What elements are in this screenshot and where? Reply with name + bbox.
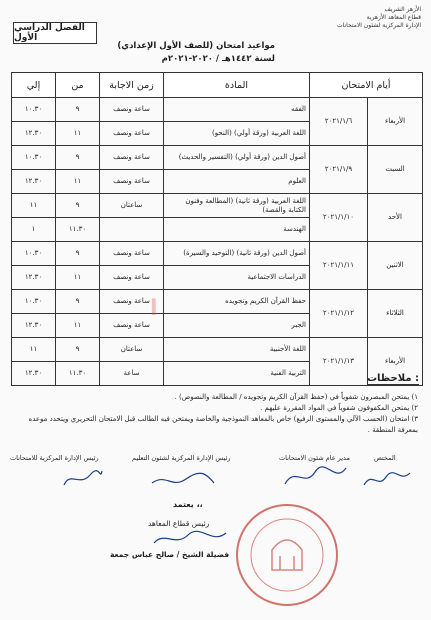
from-cell: ٩ xyxy=(56,194,100,218)
duration-cell: ساعة ونصف xyxy=(100,98,164,122)
table-row xyxy=(12,98,423,122)
duration-cell: ساعة ونصف xyxy=(100,146,164,170)
title-line: لسنة ١٤٤٢هـ / ٢٠٢٠-٢٠٢١م xyxy=(161,54,275,64)
date-cell: ٢٠٢١/١/١٣ xyxy=(310,338,368,386)
title-line: مواعيد امتحان (للصف الأول الإعدادي) xyxy=(117,41,275,51)
duration-cell: ساعة xyxy=(100,362,164,386)
signature-title: المختص xyxy=(374,454,396,462)
signature-title: مدير عام شئون الامتحانات xyxy=(279,454,350,462)
duration-cell: ساعتان xyxy=(100,338,164,362)
term-label: الفصل الدراسي الأول xyxy=(13,22,97,44)
org-header xyxy=(286,6,421,30)
header-from: من xyxy=(56,73,100,98)
from-cell: ٩ xyxy=(56,242,100,266)
subject-cell: العلوم xyxy=(164,170,310,194)
note-item: ١) يمتحن المبصرون شفوياً في (حفظ القرآن الكريم وتجويده / المطالعة والنصوص) . xyxy=(174,393,418,401)
subject-cell: التربية الفنية xyxy=(164,362,310,386)
signature-title: رئيس الإدارة المركزية لشئون التعليم xyxy=(132,454,231,462)
duration-cell: ساعة ونصف xyxy=(100,242,164,266)
org-line: قطاع المعاهد الأزهرية xyxy=(366,14,421,21)
subject-cell: الدراسات الاجتماعية xyxy=(164,266,310,290)
to-cell: ١١ xyxy=(12,194,56,218)
to-cell: ١ xyxy=(12,218,56,242)
to-cell: ١٢.٣٠ xyxy=(12,266,56,290)
handwritten-signature-icon xyxy=(150,527,230,549)
day-cell: الأحد xyxy=(368,194,423,242)
handwritten-signature-icon xyxy=(60,465,105,493)
to-cell: ١٢.٣٠ xyxy=(12,170,56,194)
subject-cell: الهندسة xyxy=(164,218,310,242)
to-cell: ١١ xyxy=(12,338,56,362)
from-cell: ١١ xyxy=(56,314,100,338)
duration-cell: ساعة ونصف xyxy=(100,290,164,314)
notes-title: ملاحظات : xyxy=(366,373,419,384)
duration-cell: ساعة ونصف xyxy=(100,314,164,338)
subject-cell: أصول الدين (ورقة ثانية) (التوحيد والسيرة) xyxy=(164,242,310,266)
table-row xyxy=(12,146,423,170)
from-cell: ١١.٣٠ xyxy=(56,362,100,386)
schedule-table xyxy=(11,72,423,386)
document-title xyxy=(95,40,275,66)
org-line: الإدارة المركزية لشئون الامتحانات xyxy=(337,22,421,29)
duration-cell: ساعتان xyxy=(100,194,164,218)
duration-cell: ساعة ونصف xyxy=(100,266,164,290)
handwritten-signature-icon xyxy=(360,465,415,493)
date-cell: ٢٠٢١/١/١٠ xyxy=(310,194,368,242)
subject-cell: اللغة الأجنبية xyxy=(164,338,310,362)
sector-head-name: فضيلة الشيخ / صالح عباس جمعة xyxy=(110,550,230,559)
signature-title: رئيس الإدارة المركزية للامتحانات xyxy=(10,454,99,462)
to-cell: ١٢.٣٠ xyxy=(12,122,56,146)
table-row xyxy=(12,194,423,218)
day-cell: السبت xyxy=(368,146,423,194)
header-duration: زمن الاجابة xyxy=(100,73,164,98)
from-cell: ٩ xyxy=(56,146,100,170)
note-item: ٣) امتحان (الحسب الآلي والمستوى الرفيع) خاص بالمعاهد النموذجية والخاصة ويمتحن فيه الطالب قبل الامتحان التحريري ويتحدد موعده بمعرفة المنطقة . xyxy=(28,415,418,434)
note-item: ٢) يمتحن المكفوفون شفوياً في المواد المقررة عليهم . xyxy=(260,404,418,412)
table-row xyxy=(12,242,423,266)
subject-cell: الفقه xyxy=(164,98,310,122)
day-cell: الثلاثاء xyxy=(368,290,423,338)
from-cell: ١١ xyxy=(56,170,100,194)
subject-cell: اللغة العربية (ورقة ثانية) (المطالعة وفنون الكتابة والقصة) xyxy=(164,194,310,218)
to-cell: ١٠.٣٠ xyxy=(12,146,56,170)
header-subject: المادة xyxy=(164,73,310,98)
sector-head-title: رئيس قطاع المعاهد xyxy=(148,519,210,528)
to-cell: ١٢.٣٠ xyxy=(12,314,56,338)
header-to: إلي xyxy=(12,73,56,98)
to-cell: ١٠.٣٠ xyxy=(12,290,56,314)
day-cell: الأربعاء xyxy=(368,338,423,386)
subject-cell: أصول الدين (ورقة أولي) (التفسير والحديث) xyxy=(164,146,310,170)
table-row xyxy=(12,290,423,314)
from-cell: ٩ xyxy=(56,98,100,122)
date-cell: ٢٠٢١/١/٦ xyxy=(310,98,368,146)
duration-cell: ساعة ونصف xyxy=(100,122,164,146)
subject-cell: حفظ القرآن الكريم وتجويده xyxy=(164,290,310,314)
duration-cell: ساعة ونصف xyxy=(100,170,164,194)
notes-list xyxy=(18,392,418,436)
date-cell: ٢٠٢١/١/١١ xyxy=(310,242,368,290)
org-line: الأزهر الشريف xyxy=(384,6,421,13)
to-cell: ١٠.٣٠ xyxy=(12,98,56,122)
table-row xyxy=(12,338,423,362)
watermark-mark: ا xyxy=(150,296,158,321)
subject-cell: الجبر xyxy=(164,314,310,338)
subject-cell: اللغة العربية (ورقة أولي) (النحو) xyxy=(164,122,310,146)
to-cell: ١٢.٣٠ xyxy=(12,362,56,386)
duration-cell xyxy=(100,218,164,242)
from-cell: ١١ xyxy=(56,122,100,146)
from-cell: ١١.٣٠ xyxy=(56,218,100,242)
to-cell: ١٠.٣٠ xyxy=(12,242,56,266)
day-cell: الأربعاء xyxy=(368,98,423,146)
approval-label: يعتمد ،، xyxy=(173,500,203,509)
date-cell: ٢٠٢١/١/١٢ xyxy=(310,290,368,338)
official-stamp-icon xyxy=(232,500,342,610)
from-cell: ١١ xyxy=(56,266,100,290)
date-cell: ٢٠٢١/١/٩ xyxy=(310,146,368,194)
handwritten-signature-icon xyxy=(148,465,218,493)
handwritten-signature-icon xyxy=(280,462,350,492)
from-cell: ٩ xyxy=(56,338,100,362)
header-days: أيام الامتحان xyxy=(310,73,423,98)
day-cell: الاثنين xyxy=(368,242,423,290)
from-cell: ٩ xyxy=(56,290,100,314)
